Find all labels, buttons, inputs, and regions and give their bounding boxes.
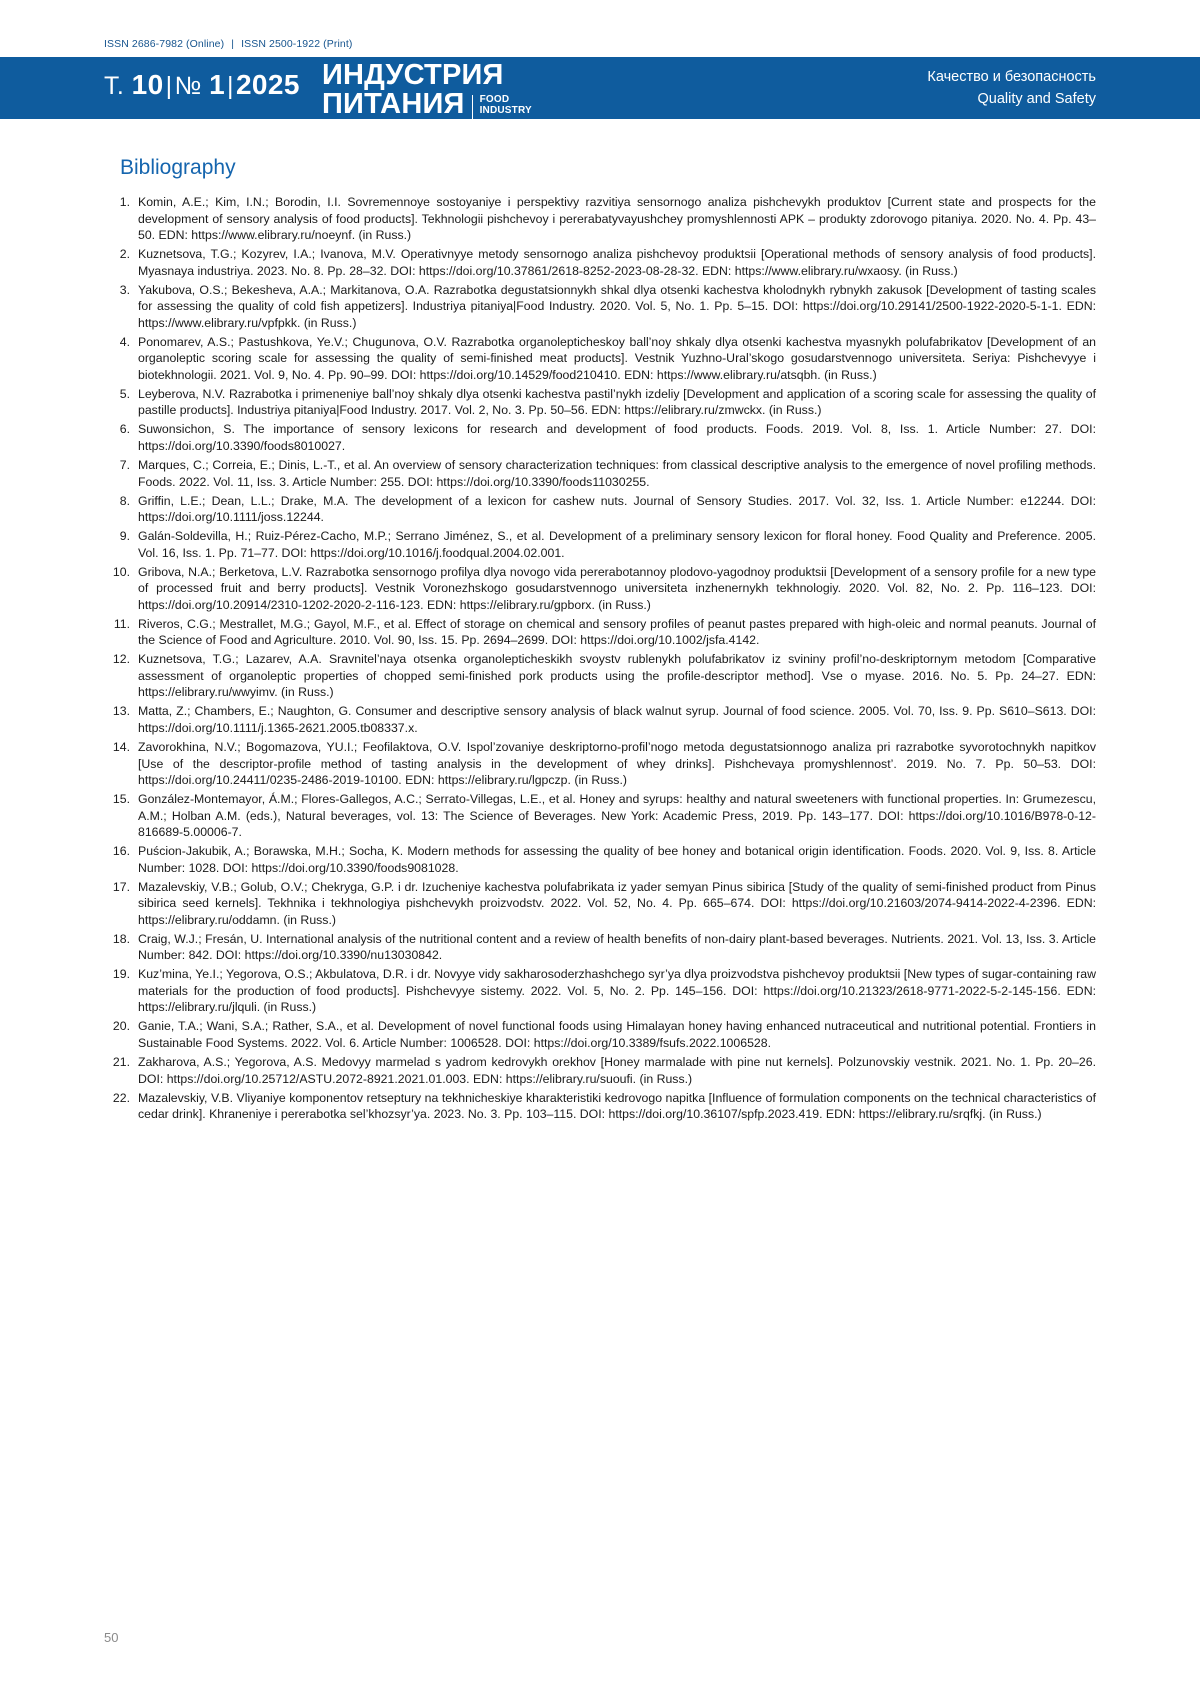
bibliography-entry: Gribova, N.A.; Berketova, L.V. Razrabotka sensornogo profilya dlya novogo vida pererabotannoy plodovo-yagodnoy produktsii [Development of a sensory profile for a new type of processed fruit and berry products]. Vestnik Voronezhskogo gosudarstvennogo universiteta inzhenernykh tekhnologiy. 2020. Vol. 82, No. 2. Pp. 116–123. DOI: https://doi.org/10.20914/2310-1202-2020-2-116-123. EDN: https://elibrary.ru/gpborx. (in Russ.): [138, 564, 1096, 612]
volume-issue-year: [104, 69, 300, 101]
bibliography-entry: González-Montemayor, Á.M.; Flores-Gallegos, A.C.; Serrato-Villegas, L.E., et al. Honey and syrups: healthy and natural sweeteners with functional properties. In: Grumezescu, A.M.; Holban A.M. (eds.), Natural beverages, vol. 13: The Science of Beverages. New York: Academic Press, 2019. Pp. 143–177. DOI: https://doi.org/10.1016/B978-0-12-816689-5.00006-7.: [138, 792, 1096, 840]
issn-line: [104, 38, 352, 50]
journal-title-ru-line2: ПИТАНИЯ: [322, 88, 465, 120]
bibliography-entry: Kuznetsova, T.G.; Lazarev, A.A. Sravnitel’naya otsenka organolepticheskikh svoystv rublenykh polufabrikatov iz svininy profil’no-deskriptornym metodom [Comparative assessment of organoleptic properties of chopped semi-finished pork products using the profile-descriptor method]. Vse o myase. 2016. No. 5. Pp. 24–27. EDN: https://elibrary.ru/wwyimv. (in Russ.): [138, 652, 1096, 700]
issn-print: ISSN 2500-1922 (Print): [241, 38, 353, 50]
bibliography-entry: Riveros, C.G.; Mestrallet, M.G.; Gayol, M.F., et al. Effect of storage on chemical and sensory profiles of peanut pastes prepared with high-oleic and normal peanuts. Journal of the Science of Food and Agriculture. 2010. Vol. 90, Iss. 15. Pp. 2694–2699. DOI: https://doi.org/10.1002/jsfa.4142.: [138, 616, 1096, 648]
journal-title-en-line2: INDUSTRY: [479, 104, 532, 116]
section-heading: [927, 67, 1096, 111]
pipe-1: |: [165, 72, 173, 100]
bibliography-entry: Mazalevskiy, V.B.; Golub, O.V.; Chekryga, G.P. i dr. Izucheniye kachestva polufabrikata iz yader semyan Pinus sibirica [Study of the quality of semi-finished product from Pinus sibirica seed kernels]. Tekhnika i tekhnologiya pishchevykh proizvodstv. 2022. Vol. 52, No. 4. Pp. 665–674. DOI: https://doi.org/10.21603/2074-9414-2022-4-2396. EDN: https://elibrary.ru/oddamn. (in Russ.): [138, 879, 1096, 927]
bibliography-entry: Craig, W.J.; Fresán, U. International analysis of the nutritional content and a review of health benefits of non-dairy plant-based beverages. Nutrients. 2021. Vol. 13, Iss. 3. Article Number: 842. DOI: https://doi.org/10.3390/nu13030842.: [138, 931, 1096, 963]
bibliography-entry: Zakharova, A.S.; Yegorova, A.S. Medovyy marmelad s yadrom kedrovykh orekhov [Honey marmalade with pine nut kernels]. Polzunovskiy vestnik. 2021. No. 1. Pp. 20–26. DOI: https://doi.org/10.25712/ASTU.2072-8921.2021.01.003. EDN: https://elibrary.ru/suoufi. (in Russ.): [138, 1055, 1096, 1086]
page-content: [0, 128, 1200, 1125]
page-title: Bibliography: [120, 156, 236, 179]
header-blue-band: [0, 57, 1200, 119]
year: 2025: [235, 69, 300, 100]
issue-number: 1: [209, 69, 226, 100]
bibliography-entry: Komin, A.E.; Kim, I.N.; Borodin, I.I. Sovremennoye sostoyaniye i perspektivy razvitiya sensornogo analiza pishchevykh produktov [Current state and prospects for the development of sensory analysis of food products]. Tekhnologii pishchevoy i pererabatyvayushchey promyshlennosti APK – produkty zdorovogo pitaniya. 2020. No. 4. Pp. 43–50. EDN: https://www.elibrary.ru/noeynf. (in Russ.): [138, 195, 1096, 243]
bibliography-entry: Ganie, T.A.; Wani, S.A.; Rather, S.A., et al. Development of novel functional foods using Himalayan honey having enhanced nutraceutical and nutritional potential. Frontiers in Sustainable Food Systems. 2022. Vol. 6. Article Number: 1006528. DOI: https://doi.org/10.3389/fsufs.2022.1006528.: [138, 1019, 1096, 1050]
bibliography-entry: Yakubova, O.S.; Bekesheva, A.A.; Markitanova, O.A. Razrabotka degustatsionnykh shkal dlya otsenki kachestva kholodnykh rybnykh zakusok [Development of tasting scales for assessing the quality of cold fish appetizers]. Industriya pitaniya|Food Industry. 2020. Vol. 5, No. 1. Pp. 5–15. DOI: https://doi.org/10.29141/2500-1922-2020-5-1-1. EDN: https://www.elibrary.ru/vpfpkk. (in Russ.): [138, 282, 1096, 330]
bibliography-entry: Kuznetsova, T.G.; Kozyrev, I.A.; Ivanova, M.V. Operativnyye metody sensornogo analiza pishchevoy produktsii [Operational methods of sensory analysis of food products]. Myasnaya industriya. 2023. No. 8. Pp. 28–32. DOI: https://doi.org/10.37861/2618-8252-2023-08-28-32. EDN: https://www.elibrary.ru/wxaosy. (in Russ.): [138, 247, 1096, 278]
pipe-2: |: [227, 72, 234, 100]
bibliography-entry: Griffin, L.E.; Dean, L.L.; Drake, M.A. The development of a lexicon for cashew nuts. Journal of Sensory Studies. 2017. Vol. 32, Iss. 1. Article Number: e12244. DOI: https://doi.org/10.1111/joss.12244.: [138, 493, 1096, 525]
section-heading-ru: Качество и безопасность: [927, 69, 1096, 85]
bibliography-entry: Kuz’mina, Ye.I.; Yegorova, O.S.; Akbulatova, D.R. i dr. Novyye vidy sakharosoderzhashchego syr’ya dlya proizvodstva pishchevoy produktsii [New types of sugar-containing raw materials for the production of food products]. Pishchevyye sistemy. 2022. Vol. 5, No. 2. Pp. 145–156. DOI: https://doi.org/10.21323/2618-9771-2022-5-2-145-156. EDN: https://elibrary.ru/jlquli. (in Russ.): [138, 967, 1096, 1015]
journal-title-en: [472, 95, 532, 119]
section-heading-en: Quality and Safety: [977, 90, 1096, 107]
bibliography-entry: Mazalevskiy, V.B. Vliyaniye komponentov retseptury na tekhnicheskiye kharakteristiki kedrovogo napitka [Influence of formulation components on the technical characteristics of cedar drink]. Khraneniye i pererabotka sel’khozsyr’ya. 2023. No. 3. Pp. 103–115. DOI: https://doi.org/10.36107/spfp.2023.419. EDN: https://elibrary.ru/srqfkj. (in Russ.): [138, 1090, 1096, 1122]
journal-title-en-line1: FOOD: [479, 94, 510, 105]
bibliography-entry: Marques, C.; Correia, E.; Dinis, L.-T., et al. An overview of sensory characterization techniques: from classical descriptive analysis to the emergence of novel profiling methods. Foods. 2022. Vol. 11, Iss. 3. Article Number: 255. DOI: https://doi.org/10.3390/foods11030255.: [138, 457, 1096, 489]
journal-logo: [322, 61, 532, 119]
issn-separator: |: [231, 38, 235, 50]
volume-prefix: Т.: [104, 72, 125, 100]
bibliography-entry: Leyberova, N.V. Razrabotka i primeneniye ball’noy shkaly dlya otsenki kachestva pastil’nykh izdeliy [Development and application of a scoring scale for assessing the quality of pastille products]. Industriya pitaniya|Food Industry. 2017. Vol. 2, No. 3. Pp. 50–56. EDN: https://elibrary.ru/zmwckx. (in Russ.): [138, 386, 1096, 418]
page-number: 50: [104, 1630, 119, 1645]
bibliography-entry: Suwonsichon, S. The importance of sensory lexicons for research and development of food products. Foods. 2019. Vol. 8, Iss. 1. Article Number: 27. DOI: https://doi.org/10.3390/foods8010027.: [138, 422, 1096, 453]
bibliography-entry: Ponomarev, A.S.; Pastushkova, Ye.V.; Chugunova, O.V. Razrabotka organolepticheskoy ball’noy shkaly dlya otsenki kachestva myasnykh polufabrikatov [Development of an organoleptic scoring scale for assessing the quality of semi-finished meat products]. Vestnik Yuzhno-Ural’skogo gosudarstvennogo universiteta. Seriya: Pishchevyye i biotekhnologii. 2021. Vol. 9, No. 4. Pp. 90–99. DOI: https://doi.org/10.14529/food210410. EDN: https://www.elibrary.ru/atsqbh. (in Russ.): [138, 334, 1096, 382]
issue-prefix: №: [174, 72, 202, 100]
bibliography-list: [104, 194, 1096, 1123]
journal-title-ru-line1: ИНДУСТРИЯ: [322, 59, 504, 91]
volume-number: 10: [131, 69, 164, 100]
bibliography-entry: Zavorokhina, N.V.; Bogomazova, YU.I.; Feofilaktova, O.V. Ispol’zovaniye deskriptorno-profil’nogo metoda degustatsionnogo analiza pri razrabotke syvorotochnykh napitkov [Use of the descriptor-profile method of tasting analysis in the development of whey drinks]. Pishchevaya promyshlennost’. 2019. No. 7. Pp. 50–53. DOI: https://doi.org/10.24411/0235-2486-2019-10100. EDN: https://elibrary.ru/lgpczp. (in Russ.): [138, 739, 1096, 788]
bibliography-entry: Puścion-Jakubik, A.; Borawska, M.H.; Socha, K. Modern methods for assessing the quality of bee honey and botanical origin identification. Foods. 2020. Vol. 9, Iss. 8. Article Number: 1028. DOI: https://doi.org/10.3390/foods9081028.: [138, 844, 1096, 875]
bibliography-entry: Galán-Soldevilla, H.; Ruiz-Pérez-Cacho, M.P.; Serrano Jiménez, S., et al. Development of a preliminary sensory lexicon for floral honey. Food Quality and Preference. 2005. Vol. 16, Iss. 1. Pp. 71–77. DOI: https://doi.org/10.1016/j.foodqual.2004.02.001.: [138, 529, 1096, 560]
page-header: [0, 0, 1200, 128]
bibliography-entry: Matta, Z.; Chambers, E.; Naughton, G. Consumer and descriptive sensory analysis of black walnut syrup. Journal of food science. 2005. Vol. 70, Iss. 9. Pp. S610–S613. DOI: https://doi.org/10.1111/j.1365-2621.2005.tb08337.x.: [138, 704, 1096, 735]
issn-online: ISSN 2686-7982 (Online): [104, 38, 225, 50]
